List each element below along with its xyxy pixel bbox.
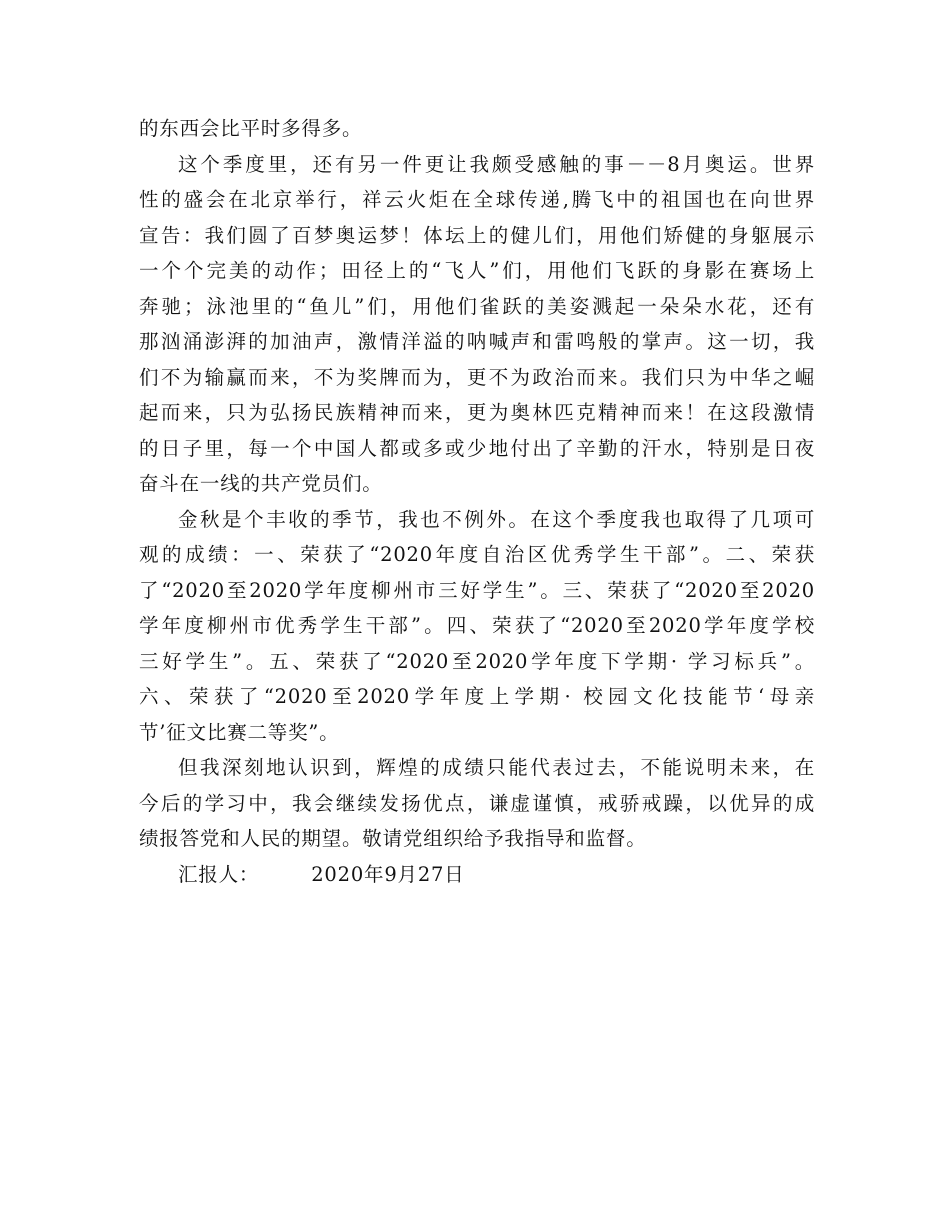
text-line: 宣告：我们圆了百梦奥运梦！体坛上的健儿们，用他们矫健的身躯展示 [139, 223, 815, 247]
text-line: 金秋是个丰收的季节，我也不例外。在这个季度我也取得了几项可 [178, 507, 815, 531]
text-line: 观的成绩：一、荣获了“2020年度自治区优秀学生干部”。二、荣获 [139, 543, 815, 566]
text-line: 学年度柳州市优秀学生干部”。四、荣获了“2020至2020学年度学校 [139, 614, 815, 637]
paragraph-continuation [139, 111, 815, 147]
text-line: 今后的学习中，我会继续发扬优点，谦虚谨慎，戒骄戒躁，以优异的成 [139, 791, 815, 815]
signature-label: 汇报人： [178, 862, 260, 886]
text-line: 们不为输赢而来，不为奖牌而为，更不为政治而来。我们只为中华之崛 [139, 365, 815, 389]
text-line: 绩报答党和人民的期望。敬请党组织给予我指导和监督。 [139, 827, 647, 850]
text-line: 起而来，只为弘扬民族精神而来，更为奥林匹克精神而来！在这段激情 [139, 401, 815, 424]
signature-line [139, 857, 815, 893]
paragraph-olympics [139, 147, 815, 502]
document-body [139, 111, 815, 892]
text-line: 节’征文比赛二等奖”。 [139, 720, 340, 744]
text-line: 了“2020至2020学年度柳州市三好学生”。三、荣获了“2020至2020 [139, 578, 815, 602]
text-line: 三好学生”。五、荣获了“2020至2020学年度下学期· 学习标兵”。 [139, 649, 815, 673]
signature-date: 2020年9月27日 [311, 862, 465, 886]
text-line: 一个个完美的动作；田径上的“飞人”们，用他们飞跃的身影在赛场上 [139, 259, 815, 282]
paragraph-closing [139, 750, 815, 857]
text-line: 这个季度里，还有另一件更让我颇受感触的事－－8月奥运。世界 [178, 152, 815, 176]
text-line: 但我深刻地认识到，辉煌的成绩只能代表过去，不能说明未来，在 [178, 756, 815, 779]
text-line: 那汹涌澎湃的加油声，激情洋溢的呐喊声和雷鸣般的掌声。这一切，我 [139, 330, 815, 353]
text-line: 奔驰；泳池里的“鱼儿”们，用他们雀跃的美姿溅起一朵朵水花，还有 [139, 294, 815, 318]
text-line: 的东西会比平时多得多。 [139, 117, 363, 140]
paragraph-achievements [139, 502, 815, 751]
text-line: 六、荣获了“2020至2020学年度上学期· 校园文化技能节‘母亲 [139, 685, 815, 708]
text-line: 性的盛会在北京举行，祥云火炬在全球传递,腾飞中的祖国也在向世界 [139, 188, 815, 211]
text-line: 奋斗在一线的共产党员们。 [139, 472, 383, 495]
text-line: 的日子里，每一个中国人都或多或少地付出了辛勤的汗水，特别是日夜 [139, 436, 815, 460]
